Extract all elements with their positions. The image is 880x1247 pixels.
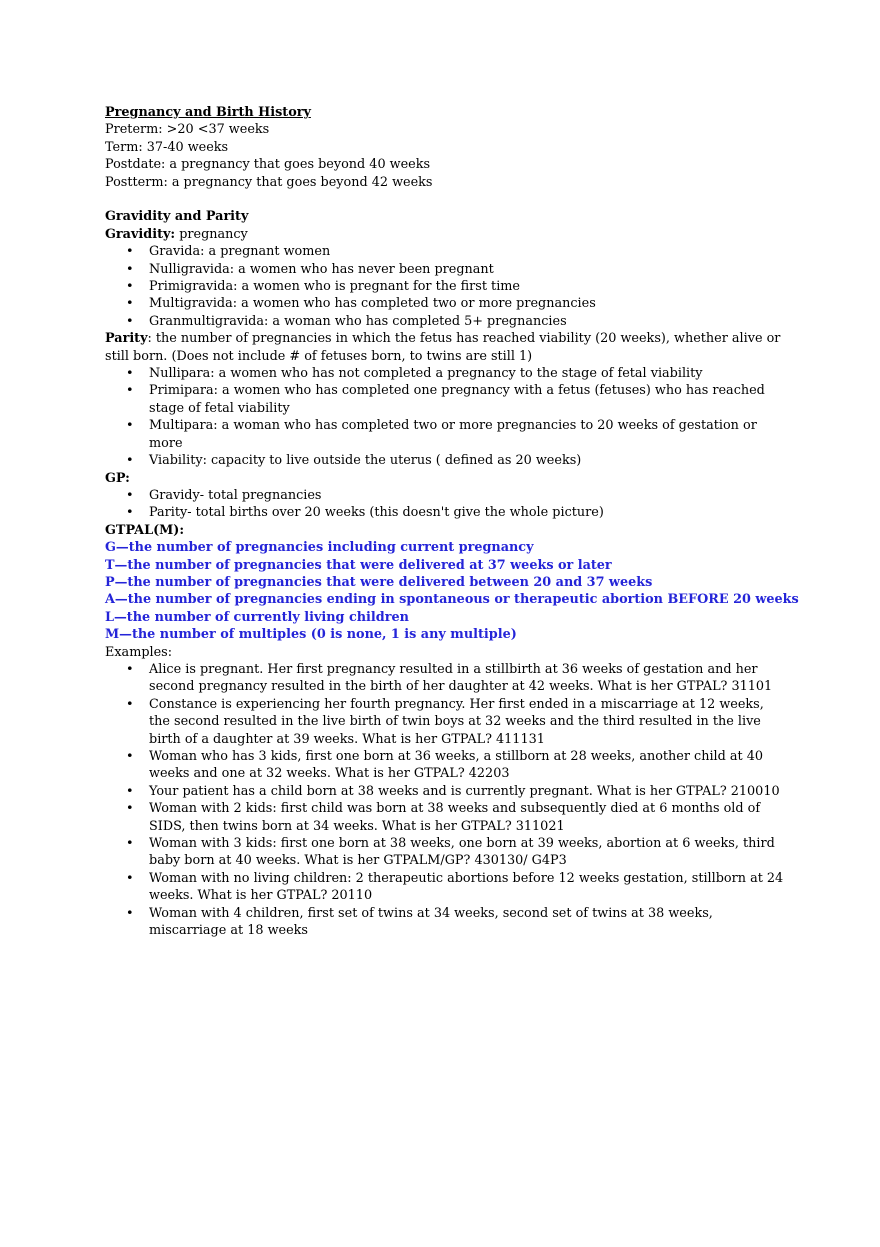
parity-text: : the number of pregnancies in which the fetus has reached viability (20 weeks), whether alive or still born. (Does not include # of fetuses born, to twins are still 1): [105, 331, 781, 364]
example-item: • Woman with 3 kids: first one born at 38 weeks, one born at 39 weeks, abortion at 6 weeks, third baby born at 40 weeks. What is her GTPALM/GP? 430130/ G4P3: [105, 835, 785, 870]
gravidity-parity-heading: Gravidity and Parity: [105, 209, 249, 225]
gtpal-line-t: T—the number of pregnancies that were delivered at 37 weeks or later: [105, 557, 612, 573]
document-title: Pregnancy and Birth History: [105, 105, 311, 120]
list-item: • Primigravida: a women who is pregnant for the first time: [105, 278, 785, 295]
gtpal-line-p: P—the number of pregnancies that were delivered between 20 and 37 weeks: [105, 574, 653, 590]
gp-list: [105, 487, 785, 522]
definition-preterm: Preterm: >20 <37 weeks: [105, 122, 270, 138]
definition-term: Term: 37-40 weeks: [105, 139, 229, 155]
gravidity-definition: [105, 226, 785, 243]
example-item: • Woman with no living children: 2 therapeutic abortions before 12 weeks gestation, stillborn at 24 weeks. What is her GTPAL? 20110: [105, 870, 785, 905]
list-item: • Gravida: a pregnant women: [105, 243, 785, 260]
example-item: • Woman with 2 kids: first child was born at 38 weeks and subsequently died at 6 months old of SIDS, then twins born at 34 weeks. What is her GTPAL? 311021: [105, 800, 785, 835]
gravidity-text: pregnancy: [175, 226, 248, 242]
gtpal-line-m: M—the number of multiples (0 is none, 1 is any multiple): [105, 627, 517, 643]
parity-definition: [105, 330, 785, 365]
gravidity-label: Gravidity:: [105, 226, 176, 242]
parity-list: [105, 365, 785, 469]
gtpal-line-a: A—the number of pregnancies ending in spontaneous or therapeutic abortion BEFORE 20 weeks: [105, 592, 799, 608]
spacer: [105, 191, 785, 208]
examples-heading: Examples:: [105, 644, 173, 660]
parity-label: Parity: [105, 331, 148, 347]
list-item: • Granmultigravida: a woman who has completed 5+ pregnancies: [105, 313, 785, 330]
list-item: • Multigravida: a women who has completed two or more pregnancies: [105, 295, 785, 312]
gravidity-list: [105, 243, 785, 330]
list-item: • Gravidy- total pregnancies: [105, 487, 785, 504]
example-item: • Your patient has a child born at 38 weeks and is currently pregnant. What is her GTPAL? 210010: [105, 783, 785, 800]
gtpal-heading: GTPAL(M):: [105, 522, 185, 538]
list-item: • Nulligravida: a women who has never been pregnant: [105, 261, 785, 278]
example-item: • Alice is pregnant. Her first pregnancy resulted in a stillbirth at 36 weeks of gestation and her second pregnancy resulted in the birth of her daughter at 42 weeks. What is her GTPAL? 31101: [105, 661, 785, 696]
example-item: • Constance is experiencing her fourth pregnancy. Her first ended in a miscarriage at 12 weeks, the second resulted in the live birth of twin boys at 32 weeks and the third resulted in the live birth of a daughter at 39 weeks. What is her GTPAL? 411131: [105, 696, 785, 748]
list-item: • Nullipara: a women who has not completed a pregnancy to the stage of fetal viability: [105, 365, 785, 382]
gtpal-line-l: L—the number of currently living children: [105, 609, 409, 625]
example-item: • Woman with 4 children, first set of twins at 34 weeks, second set of twins at 38 weeks, miscarriage at 18 weeks: [105, 905, 785, 940]
document-page: [105, 104, 799, 939]
examples-list: [105, 661, 785, 940]
definition-postdate: Postdate: a pregnancy that goes beyond 40 weeks: [105, 157, 431, 173]
list-item: • Parity- total births over 20 weeks (this doesn't give the whole picture): [105, 504, 785, 521]
list-item: • Multipara: a woman who has completed two or more pregnancies to 20 weeks of gestation or more: [105, 417, 785, 452]
list-item: • Viability: capacity to live outside the uterus ( defined as 20 weeks): [105, 452, 785, 469]
list-item: • Primipara: a women who has completed one pregnancy with a fetus (fetuses) who has reached stage of fetal viability: [105, 382, 785, 417]
example-item: • Woman who has 3 kids, first one born at 36 weeks, a stillborn at 28 weeks, another child at 40 weeks and one at 32 weeks. What is her GTPAL? 42203: [105, 748, 785, 783]
definition-postterm: Postterm: a pregnancy that goes beyond 42 weeks: [105, 174, 433, 190]
gp-heading: GP:: [105, 470, 130, 486]
gtpal-line-g: G—the number of pregnancies including current pregnancy: [105, 540, 534, 556]
